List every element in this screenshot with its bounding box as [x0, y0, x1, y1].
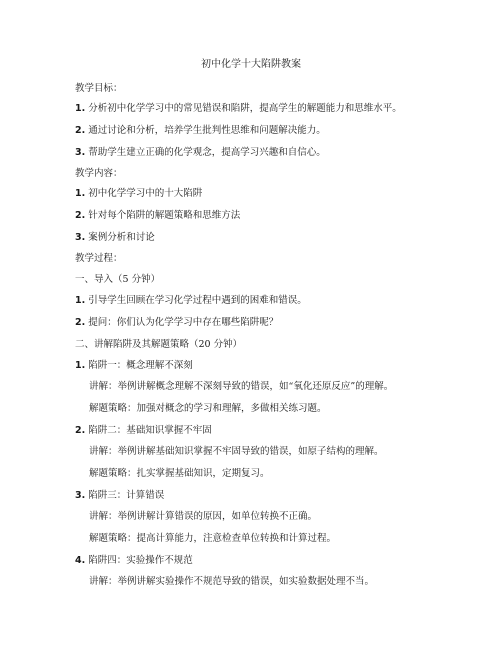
list-text: 通过讨论和分析，培养学生批判性思维和问题解决能力。 [85, 125, 326, 136]
content-heading: 教学内容： [75, 168, 123, 179]
trap-explanation: 讲解：举例讲解概念理解不深刻导致的错误，如“氧化还原反应”的理解。 [89, 381, 394, 392]
list-text: 提问：你们认为化学学习中存在哪些陷阱呢？ [85, 317, 279, 328]
document-title: 初中化学十大陷阱教案 [201, 59, 301, 70]
list-text: 初中化学学习中的十大陷阱 [85, 188, 203, 199]
trap-explanation: 讲解：举例讲解实验操作不规范导致的错误，如实验数据处理不当。 [89, 576, 375, 587]
objective-item [75, 124, 326, 137]
list-text: 陷阱二：基础知识掌握不牢固 [85, 425, 212, 436]
trap-strategy: 解题策略：扎实掌握基础知识，定期复习。 [89, 468, 270, 479]
list-number: 1. [75, 295, 86, 306]
content-item [75, 231, 155, 244]
content-item [75, 209, 240, 222]
list-text: 针对每个陷阱的解题策略和思维方法 [85, 210, 241, 221]
trap-strategy: 解题策略：提高计算能力，注意检查单位转换和计算过程。 [89, 533, 337, 544]
list-text: 陷阱四：实验操作不规范 [85, 555, 193, 566]
trap-explanation: 讲解：举例讲解计算错误的原因，如单位转换不正确。 [89, 511, 318, 522]
list-number: 3. [75, 232, 86, 243]
trap-explanation: 讲解：举例讲解基础知识掌握不牢固导致的错误，如原子结构的理解。 [89, 446, 384, 457]
trap-strategy: 解题策略：加强对概念的学习和理解，多做相关练习题。 [89, 403, 327, 414]
list-text: 帮助学生建立正确的化学观念，提高学习兴趣和自信心。 [85, 147, 326, 158]
list-number: 2. [75, 125, 86, 136]
list-text: 陷阱一：概念理解不深刻 [85, 360, 193, 371]
list-number: 2. [75, 317, 86, 328]
trap-title [75, 554, 193, 567]
section1-item [75, 294, 307, 307]
list-number: 2. [75, 210, 86, 221]
list-number: 1. [75, 360, 86, 371]
section1-item [75, 316, 278, 329]
trap-title [75, 489, 164, 502]
list-number: 1. [75, 188, 86, 199]
list-number: 4. [75, 555, 86, 566]
list-text: 案例分析和讨论 [85, 232, 155, 243]
trap-title [75, 359, 193, 372]
process-heading: 教学过程： [75, 253, 123, 264]
objective-item [75, 102, 402, 115]
section1-heading: 一、导入（5 分钟） [75, 274, 161, 285]
list-number: 1. [75, 103, 86, 114]
trap-title [75, 424, 212, 437]
list-number: 2. [75, 425, 86, 436]
list-text: 引导学生回顾在学习化学过程中遇到的困难和错误。 [85, 295, 307, 306]
list-number: 3. [75, 147, 86, 158]
objectives-heading: 教学目标： [75, 83, 123, 94]
list-text: 分析初中化学学习中的常见错误和陷阱，提高学生的解题能力和思维水平。 [85, 103, 402, 114]
section2-heading: 二、讲解陷阱及其解题策略（20 分钟） [75, 339, 243, 350]
objective-item [75, 146, 326, 159]
list-text: 陷阱三：计算错误 [85, 490, 165, 501]
list-number: 3. [75, 490, 86, 501]
content-item [75, 187, 202, 200]
